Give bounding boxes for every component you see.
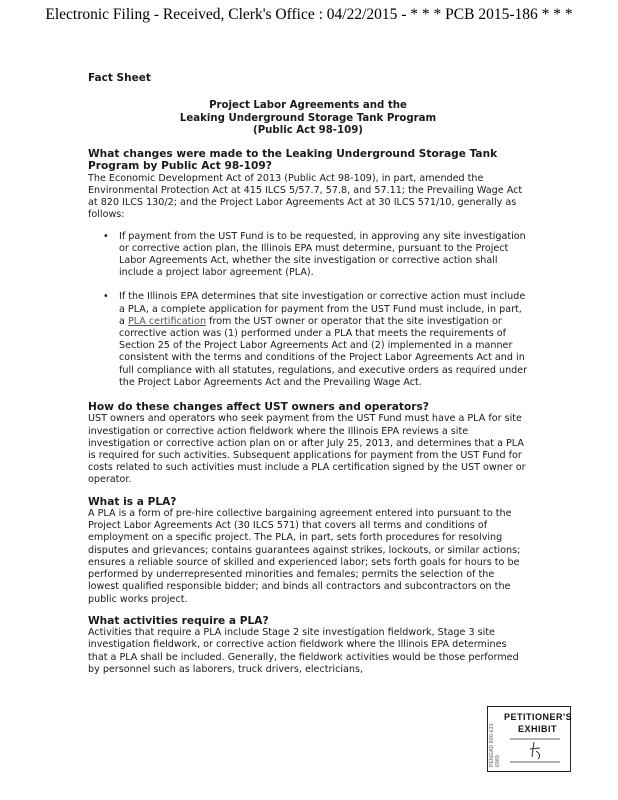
bullet-list <box>88 231 528 389</box>
bullet-icon: • <box>103 230 109 242</box>
bullet-text-pre: If the Illinois EPA determines that site investigation or corrective action must include a PLA, a complete application for payment from the UST Fund must include, in part, a <box>119 291 526 327</box>
exhibit-stamp <box>487 706 571 772</box>
section-what-is-pla <box>88 496 528 606</box>
bullet-text: If payment from the UST Fund is to be requested, in approving any site investigation or corrective action plan, the Illinois EPA must determine, pursuant to the Project Labor Agreements Act, whether the site investigation or corrective action shall include a project labor agreement (PLA). <box>119 230 526 279</box>
section-heading: What activities require a PLA? <box>88 614 269 627</box>
stamp-side-text: PENGAD 800-631-6989 <box>489 721 501 767</box>
pla-certification-link[interactable]: PLA certification <box>127 315 207 327</box>
bullet-icon: • <box>103 291 109 303</box>
section-body: UST owners and operators who seek payment from the UST Fund must have a PLA for site investigation or corrective action fieldwork where the Illinois EPA reviews a site investigation or corrective action plan on or after July 25, 2013, and determines that a PLA is required for such activities. Subsequent applications for payment from the UST Fund for costs related to such activities must include a PLA certification signed by the UST owner or operator. <box>88 413 526 486</box>
filing-header-stamp: Electronic Filing - Received, Clerk's Office : 04/22/2015 - * * * PCB 2015-186 * * * <box>45 6 573 23</box>
title-line: (Public Act 98-109) <box>253 125 363 137</box>
title-line: Project Labor Agreements and the <box>209 100 407 112</box>
section-changes <box>88 148 528 389</box>
section-effects <box>88 401 528 487</box>
section-body: The Economic Development Act of 2013 (Public Act 98-109), in part, amended the Environmental Protection Act at 415 ILCS 5/57.7, 57.8, and 57.11; the Prevailing Wage Act at 820 ILCS 130/2; and the Project Labor Agreements Act at 30 ILCS 571/10, generally as follows: <box>88 172 523 221</box>
doc-type-label: Fact Sheet <box>88 72 151 84</box>
section-body: A PLA is a form of pre-hire collective bargaining agreement entered into pursuant to the Project Labor Agreements Act (30 ILCS 571) that covers all terms and conditions of employment on a specific project. The PLA, in part, sets forth procedures for resolving disputes and grievances; contains guarantees against strikes, lockouts, or similar actions; ensures a reliable source of skilled and experienced labor; sets forth goals for hours to be performed by underrepresented minorities and females; permits the selection of the lowest qualified responsible bidder; and binds all contractors and subcontractors on the public works project. <box>88 508 521 605</box>
section-heading: How do these changes affect UST owners and operators? <box>88 401 429 414</box>
bullet-text-post: from the UST owner or operator that the site investigation or corrective action was (1) performed under a PLA that meets the requirements of Section 25 of the Project Labor Agreements Act and (2) implemented in a manner consistent with the terms and conditions of the Project Labor Agreements Act and in full compliance with all statutes, regulations, and executive orders as required under the Project Labor Agreements Act and the Prevailing Wage Act. <box>119 315 528 388</box>
stamp-line-1: PETITIONER'S <box>504 712 573 722</box>
stamp-line-2: EXHIBIT <box>518 724 558 734</box>
document-title <box>88 100 528 138</box>
document-body <box>88 64 528 685</box>
section-activities <box>88 615 528 676</box>
signature-mark <box>506 737 564 765</box>
bullet-item <box>103 291 528 389</box>
section-body: Activities that require a PLA include Stage 2 site investigation fieldwork, Stage 3 site investigation fieldwork, or corrective action fieldwork where the Illinois EPA determines that a PLA shall be included. Generally, the fieldwork activities would be those performed by personnel such as laborers, truck drivers, electricians, <box>88 627 519 675</box>
title-line: Leaking Underground Storage Tank Program <box>179 112 437 124</box>
bullet-item <box>103 230 528 280</box>
section-heading: What is a PLA? <box>88 495 177 508</box>
section-heading: What changes were made to the Leaking Underground Storage Tank Program by Public Act 98-109? <box>88 147 498 173</box>
